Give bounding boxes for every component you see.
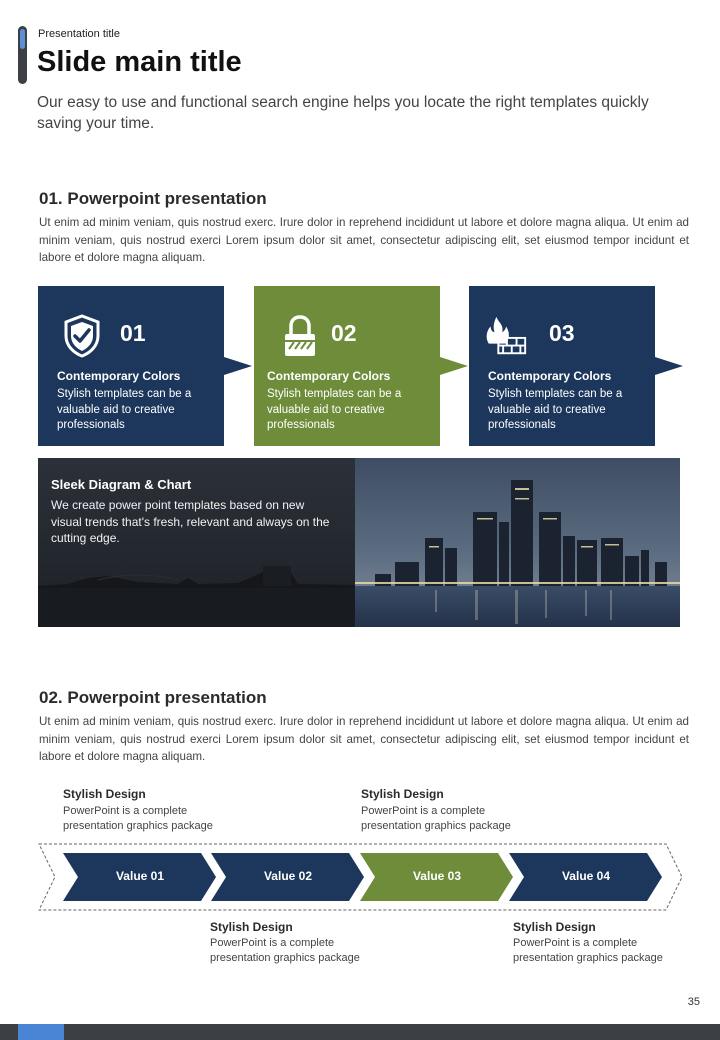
- banner-title: Sleek Diagram & Chart: [51, 477, 192, 492]
- feature-card-3: [469, 286, 655, 446]
- feature-card-1: [38, 286, 224, 446]
- city-banner: [38, 458, 680, 627]
- card-desc: Stylish templates can be a valuable aid to creative professionals: [488, 388, 623, 431]
- value-label-4: Value 04: [561, 869, 611, 883]
- value-label-2: Value 02: [263, 869, 313, 883]
- step-desc-3: PowerPoint is a complete presentation graphics package: [361, 805, 511, 832]
- step-title-4: Stylish Design: [513, 920, 596, 934]
- card-desc: Stylish templates can be a valuable aid to creative professionals: [57, 388, 192, 431]
- step-title-1: Stylish Design: [63, 787, 146, 801]
- card-desc: Stylish templates can be a valuable aid to creative professionals: [267, 388, 402, 431]
- card-arrow: [655, 357, 683, 375]
- banner-text-panel: [38, 458, 355, 627]
- shield-check-icon: [62, 314, 102, 358]
- card-number: 03: [549, 320, 575, 346]
- card-title: Contemporary Colors: [267, 369, 391, 383]
- footer-bar: [0, 1024, 720, 1040]
- step-desc-4: PowerPoint is a complete presentation graphics package: [513, 937, 663, 964]
- card-number: 01: [120, 320, 146, 346]
- footer-accent: [18, 1024, 64, 1040]
- banner-desc: We create power point templates based on new visual trends that's fresh, relevant and always on the cutting edge.: [51, 498, 330, 545]
- firewall-icon: [483, 314, 529, 358]
- page-number: 35: [687, 996, 700, 1008]
- section1-body: Ut enim ad minim veniam, quis nostrud exerc. Irure dolor in reprehend incididunt ut labore et dolore magna aliqua. Ut enim ad minim veniam, quis nostrud exerci Lorem ipsum dolor sit amet, consectetur adipiscing elit, set eiusmod tempor incidunt et labore et dolore magna aliquam.: [39, 216, 689, 264]
- value-label-1: Value 01: [115, 869, 165, 883]
- title-accent-bar: [18, 26, 27, 84]
- city-night-image: [355, 458, 680, 627]
- card-number: 02: [331, 320, 357, 346]
- slide-main-title: Slide main title: [37, 46, 242, 78]
- card-arrow: [440, 357, 468, 375]
- feature-card-2: [254, 286, 440, 446]
- section2-heading: 02. Powerpoint presentation: [39, 688, 267, 707]
- step-title-2: Stylish Design: [210, 920, 293, 934]
- card-arrow: [224, 357, 252, 375]
- padlock-icon: [280, 314, 320, 358]
- process-chevron-diagram: [0, 838, 720, 918]
- section1-heading: 01. Powerpoint presentation: [39, 189, 267, 208]
- slide-subtitle: Our easy to use and functional search engine helps you locate the right templates quickly saving your time.: [37, 94, 649, 132]
- step-desc-1: PowerPoint is a complete presentation graphics package: [63, 805, 213, 832]
- step-desc-2: PowerPoint is a complete presentation graphics package: [210, 937, 360, 964]
- card-title: Contemporary Colors: [488, 369, 612, 383]
- presentation-title: Presentation title: [38, 28, 120, 40]
- city-photo: [355, 458, 680, 627]
- value-label-3: Value 03: [412, 869, 462, 883]
- card-title: Contemporary Colors: [57, 369, 181, 383]
- step-title-3: Stylish Design: [361, 787, 444, 801]
- section2-body: Ut enim ad minim veniam, quis nostrud exerc. Irure dolor in reprehend incididunt ut labore et dolore magna aliqua. Ut enim ad minim veniam, quis nostrud exerci Lorem ipsum dolor sit amet, consectetur adipiscing elit, set eiusmod tempor incidunt et labore et dolore magna aliquam.: [39, 715, 689, 763]
